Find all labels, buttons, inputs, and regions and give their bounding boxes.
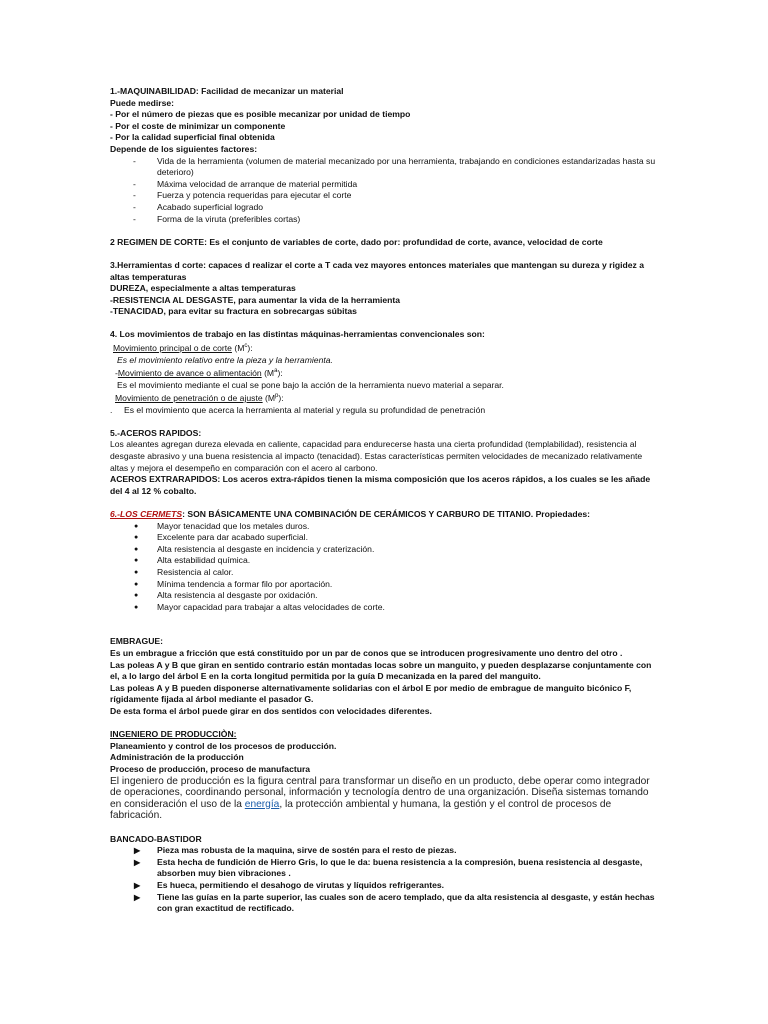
- section-4-title: 4. Los movimientos de trabajo en las distintas máquinas-herramientas convencionales son:: [110, 329, 485, 340]
- property-item: ● Mayor tenacidad que los metales duros.: [110, 521, 658, 533]
- factor-item: - Fuerza y potencia requeridas para ejecutar el corte: [110, 190, 658, 202]
- ingeniero-paragraph: [110, 776, 658, 822]
- property-item: ● Mínima tendencia a formar filo por aportación.: [110, 579, 658, 591]
- section-5-extra: ACEROS EXTRARAPIDOS: Los aceros extra-rápidos tienen la misma composición que los aceros rápidos, a los cuales se les añade del 4 al 12 % cobalto.: [110, 474, 651, 496]
- measure-item: - Por el coste de minimizar un componente: [110, 120, 286, 131]
- movement-symbol: (M: [234, 342, 245, 353]
- section-3-dureza: DUREZA, especialmente a altas temperaturas: [110, 283, 296, 294]
- movement-penetracion-text: Es el movimiento que acerca la herramienta al material y regula su profundidad de penetración: [124, 404, 486, 415]
- movement-symbol: (M: [265, 393, 276, 404]
- factor-list: [110, 156, 658, 226]
- movement-symbol-end: ):: [277, 367, 283, 378]
- factor-item: - Forma de la viruta (preferibles cortas): [110, 214, 658, 226]
- property-item: ● Alta estabilidad química.: [110, 555, 658, 567]
- property-item: ● Mayor capacidad para trabajar a altas velocidades de corte.: [110, 602, 658, 614]
- measure-item: - Por la calidad superficial final obtenida: [110, 132, 275, 143]
- movement-avance: [110, 366, 658, 379]
- section-6-title-rest: : SON BÁSICAMENTE UNA COMBINACIÓN DE CERÁMICOS Y CARBURO DE TITANIO. Propiedades:: [182, 508, 591, 519]
- movement-principal-label: Movimiento principal o de corte: [113, 342, 232, 353]
- movement-avance-desc: Es el movimiento mediante el cual se pone bajo la acción de la herramienta nuevo material a separar.: [117, 379, 504, 390]
- measure-item: - Por el número de piezas que es posible mecanizar por unidad de tiempo: [110, 109, 411, 120]
- factor-item: - Acabado superficial logrado: [110, 202, 658, 214]
- bullet-mark: .: [110, 404, 113, 415]
- section-1-title: 1.-MAQUINABILIDAD: Facilidad de mecanizar un material: [110, 86, 344, 96]
- section-5-text: Los aleantes agregan dureza elevada en caliente, capacidad para endurecerse hasta una cierta profundidad (templabilidad), resistencia al desgaste abrasivo y una buena resistencia al impacto (tenacidad). Estas características permiten velocidades de mecanizado relativamente altas y mejora el desempeño en comparación con el acero al carbono.: [110, 439, 643, 473]
- factor-item: - Máxima velocidad de arranque de material permitida: [110, 179, 658, 191]
- ingeniero-paragraph-b: , la protección ambiental y humana, la gestión y el control de procesos de fabricación.: [110, 798, 612, 822]
- embrague-p3: Las poleas A y B pueden disponerse alternativamente solidarias con el árbol E por medio de embrague de manguito bicónico F, rígidamente fijada al árbol mediante el pasador G.: [110, 682, 632, 705]
- section-1-depends: Depende de los siguientes factores:: [110, 143, 258, 154]
- movement-avance-label: Movimiento de avance o alimentación: [117, 367, 262, 378]
- movement-prefix: -: [115, 367, 118, 378]
- section-8-title: INGENIERO DE PRODUCCIÒN:: [110, 729, 237, 740]
- embrague-p1: Es un embrague a fricción que está constituido por un par de conos que se introducen progresivamente uno dentro del otro .: [110, 648, 623, 659]
- ingeniero-line: Planeamiento y control de los procesos de producción.: [110, 740, 337, 751]
- section-3-text: 3.Herramientas d corte: capaces d realizar el corte a T cada vez mayores entonces materiales que mantengan su dureza y rigidez a altas temperaturas: [110, 259, 644, 282]
- section-7-title: EMBRAGUE:: [110, 636, 163, 647]
- section-5-title: 5.-ACEROS RAPIDOS:: [110, 427, 202, 438]
- ingeniero-line: Proceso de producción, proceso de manufactura: [110, 764, 311, 775]
- embrague-p2: Las poleas A y B que giran en sentido contrario están montadas locas sobre un manguito, y pueden desplazarse conjuntamente con el, a lo largo del árbol E en la corta longitud permitida por la guía D mecanizada en la pared del manguito.: [110, 659, 652, 682]
- section-6-title: [110, 509, 658, 521]
- property-item: ● Excelente para dar acabado superficial.: [110, 532, 658, 544]
- cermets-properties: [110, 521, 658, 614]
- bancado-list: [110, 845, 658, 915]
- bancado-item: ▶ Pieza mas robusta de la maquina, sirve de sostén para el resto de piezas.: [110, 845, 658, 857]
- section-3-tenacidad: -TENACIDAD, para evitar su fractura en sobrecargas súbitas: [110, 306, 357, 317]
- bancado-item: ▶ Es hueca, permitiendo el desahogo de virutas y líquidos refrigerantes.: [110, 880, 658, 892]
- movement-symbol-end: ):: [278, 393, 284, 404]
- energia-link[interactable]: energía: [244, 798, 280, 810]
- movement-penetracion-desc: [110, 405, 658, 417]
- property-item: ● Alta resistencia al desgaste en incidencia y craterización.: [110, 544, 658, 556]
- embrague-p4: De esta forma el árbol puede girar en dos sentidos con velocidades diferentes.: [110, 706, 432, 717]
- movement-symbol-end: ):: [247, 342, 253, 353]
- property-item: ● Resistencia al calor.: [110, 567, 658, 579]
- movement-principal: [110, 341, 658, 354]
- bancado-item: ▶ Esta hecha de fundición de Hierro Gris, lo que le da: buena resistencia a la compresión, buena resistencia al desgaste, absorben muy bien vibraciones .: [110, 857, 658, 880]
- section-3-resistencia: -RESISTENCIA AL DESGASTE, para aumentar la vida de la herramienta: [110, 294, 401, 305]
- ingeniero-paragraph-a: El ingeniero de producción es la figura central para transformar un diseño en un producto, debe operar como integrador de operaciones, coordinando personal, información y tecnología dentro de una organización. Diseña sistemas tomando en consideración el uso de la: [110, 775, 650, 810]
- property-item: ● Alta resistencia al desgaste por oxidación.: [110, 590, 658, 602]
- movement-penetracion-label: Movimiento de penetración o de ajuste: [115, 393, 263, 404]
- section-2-text: 2 REGIMEN DE CORTE: Es el conjunto de variables de corte, dado por: profundidad de corte, avance, velocidad de corte: [110, 236, 603, 247]
- bancado-item: ▶ Tiene las guías en la parte superior, las cuales son de acero templado, que da alta resistencia al desgaste, y están hechas con gran exactitud de rectificado.: [110, 892, 658, 915]
- section-9-title: BANCADO-BASTIDOR: [110, 833, 202, 844]
- movement-sup: c: [244, 343, 248, 350]
- movement-principal-desc: Es el movimiento relativo entre la pieza y la herramienta.: [117, 354, 333, 365]
- document-page: [110, 86, 658, 915]
- movement-sup: a: [274, 368, 278, 375]
- factor-item: - Vida de la herramienta (volumen de material mecanizado por una herramienta, trabajando en condiciones estandarizadas hasta su deterioro): [110, 156, 658, 179]
- cermets-link[interactable]: 6.-LOS CERMETS: [110, 508, 183, 519]
- section-1-intro: Puede medirse:: [110, 97, 174, 108]
- movement-symbol: (M: [264, 367, 275, 378]
- movement-penetracion: [110, 391, 658, 404]
- movement-sup: p: [275, 393, 279, 400]
- ingeniero-line: Administración de la producción: [110, 752, 244, 763]
